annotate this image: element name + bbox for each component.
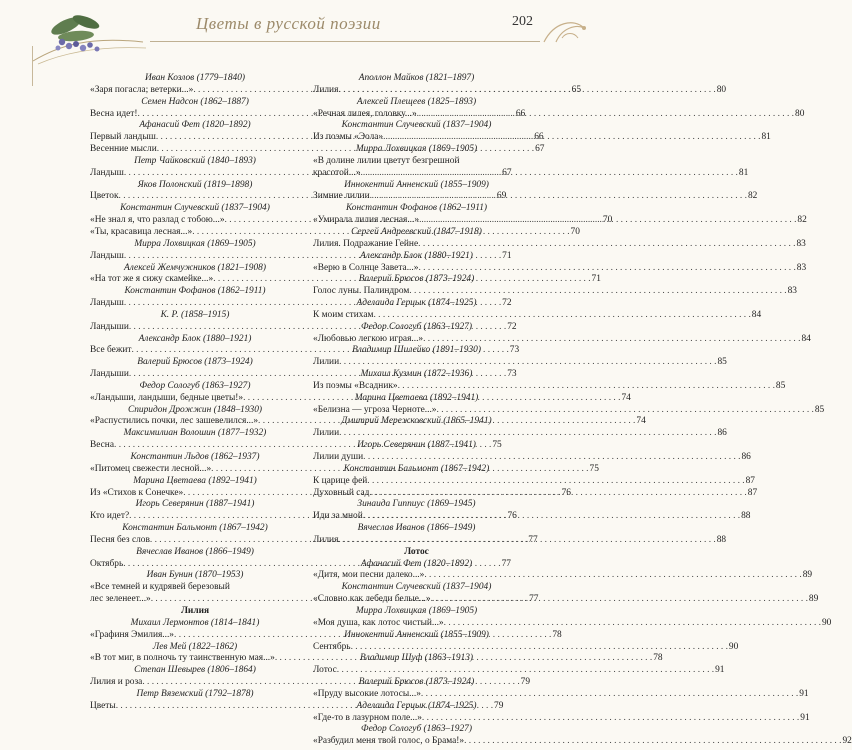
page-ref: 71 [591, 274, 601, 285]
poem-title: Иди за мной [313, 511, 363, 522]
poem-title: Первый ландыш [90, 132, 156, 143]
page-ref: 76 [561, 487, 571, 498]
poet-heading: Спиридон Дрожжин (1848–1930) [127, 404, 263, 415]
toc-entry [313, 404, 825, 417]
page-ref: 90 [821, 617, 832, 628]
poem-title: «Пруду высокие лотосы...» [313, 688, 421, 699]
poet-heading: Афанасий Фет (1820–1892) [139, 120, 251, 131]
poem-title: К моим стихам [313, 309, 374, 320]
poem-title: «Питомец свежести лесной...» [90, 463, 212, 474]
poet-heading: Марина Цветаева (1892–1941) [133, 475, 257, 486]
page-ref: 66 [515, 108, 526, 119]
poet-heading: Александр Блок (1880–1921) [360, 250, 473, 261]
page-ref: 85 [814, 404, 825, 415]
poem-title: Все бежит [90, 345, 132, 356]
page-ref: 73 [509, 345, 520, 356]
dot-leader [409, 286, 786, 298]
poem-title: «Моя душа, как лотос чистый...» [313, 617, 444, 628]
dot-leader [351, 642, 728, 654]
corner-flourish-ornament [540, 10, 590, 60]
poet-heading: Михаил Лермонтов (1814–1841) [130, 617, 260, 628]
poem-title: Весна идет! [90, 108, 138, 119]
page-ref: 72 [502, 298, 512, 309]
page-ref: 77 [501, 558, 511, 569]
page-ref: 87 [747, 487, 758, 498]
poet-heading: Алексей Плещеев (1825–1893) [356, 96, 477, 107]
poem-title-line: «Все темней и кудрявей березовый [90, 582, 230, 593]
poet-heading: Константин Фофанов (1862–1911) [345, 203, 488, 214]
toc-entry [313, 736, 852, 748]
toc-entry [313, 333, 811, 346]
page-ref: 70 [570, 226, 580, 237]
dot-leader [338, 535, 715, 547]
page-ref: 79 [520, 677, 531, 688]
poem-title: Из поэмы «Эола» [313, 132, 384, 143]
dot-leader [464, 736, 841, 748]
poem-title: «Белизна — угроза Черноте...» [313, 404, 437, 415]
poet-heading: Мирра Лохвицкая (1869–1905) [355, 605, 478, 616]
page-ref: 91 [799, 688, 809, 699]
section-heading: Лилия [180, 605, 210, 616]
dot-leader [422, 713, 799, 725]
toc-entry [313, 309, 762, 322]
poem-title: «Речная лилея, головку...» [313, 108, 417, 119]
dot-leader [421, 689, 798, 701]
toc-entry [313, 617, 832, 630]
poem-title: Весна [90, 440, 114, 451]
page-ref: 86 [717, 428, 727, 439]
toc-entry [313, 286, 797, 298]
dot-leader [339, 357, 716, 369]
poem-title: Кто идет? [90, 511, 130, 522]
poem-title: Октябрь [90, 558, 124, 569]
dot-leader [373, 310, 750, 322]
lily-of-the-valley-ornament [28, 6, 148, 66]
section-heading: Лотос [404, 546, 429, 557]
poet-heading: Афанасий Фет (1820–1892) [360, 558, 473, 569]
dot-leader [444, 618, 821, 630]
poem-title: Песня без слов [90, 534, 150, 545]
page-ref: 77 [528, 534, 538, 545]
poet-heading: Аделаида Герцык (1874–1925) [356, 298, 477, 309]
poet-heading: Игорь Северянин (1887–1941) [135, 499, 255, 510]
toc-entry [313, 238, 806, 251]
poem-title: Ландыш [90, 298, 124, 309]
poem-title: Лилия [313, 534, 339, 545]
page-ref: 92 [842, 736, 852, 747]
poet-heading: Иннокентий Анненский (1855–1909) [344, 179, 489, 190]
page-ref: 83 [796, 238, 806, 249]
page-ref: 82 [797, 215, 807, 226]
page-ref: 87 [745, 475, 755, 486]
dot-leader [337, 665, 714, 677]
poem-title: Лотос [313, 665, 337, 676]
poem-title: «Не знал я, что разлад с тобою...» [90, 215, 225, 226]
poem-title: «Графиня Эмилия...» [90, 629, 174, 640]
page-ref: 65 [571, 84, 582, 95]
page-ref: 69 [496, 191, 507, 202]
poem-title: Лилии [313, 357, 340, 368]
poem-title: Ландыш [90, 250, 124, 261]
dot-leader [369, 488, 746, 500]
page-ref: 75 [492, 440, 502, 451]
poem-title: Цветы [90, 700, 116, 711]
poem-title: Лилии души [313, 452, 364, 462]
poet-heading: Аделаида Герцык (1874–1925) [356, 700, 477, 711]
dot-leader [338, 85, 715, 97]
toc-entry [313, 191, 758, 203]
dot-leader [419, 215, 796, 227]
page-number: 202 [512, 14, 533, 29]
dot-leader [370, 191, 747, 203]
poet-heading: Яков Полонский (1819–1898) [137, 179, 253, 190]
poem-title: Голос луны. Палиндром [313, 286, 410, 297]
page-ref: 91 [715, 665, 725, 676]
poem-title: Из «Стихов к Сонечке» [90, 487, 184, 498]
page-ref: 83 [796, 262, 807, 273]
poem-title-line: «В долине лилии цветут безгрешной [313, 155, 460, 166]
toc-entry [313, 570, 813, 582]
dot-leader [383, 132, 760, 144]
page-ref: 75 [589, 463, 599, 474]
page-ref: 81 [738, 167, 749, 178]
page-ref: 76 [507, 511, 517, 522]
poem-title: «Где-то в лазурном поле...» [313, 712, 422, 723]
poem-title: Духовный сад [313, 487, 370, 498]
page-ref: 74 [636, 416, 646, 427]
dot-leader [437, 405, 814, 417]
toc-entry [313, 511, 751, 523]
page-ref: 84 [801, 333, 811, 344]
toc-entry [313, 688, 809, 701]
dot-leader [363, 452, 740, 464]
toc-entry [313, 712, 810, 725]
poem-title: К царице фей [313, 475, 368, 486]
poet-heading: Константин Бальмонт (1867–1942) [343, 463, 490, 474]
running-title: Цветы в русской поэзии [196, 14, 381, 33]
toc-entry [313, 452, 751, 464]
poet-heading: Вячеслав Иванов (1866–1949) [136, 546, 254, 557]
poet-heading: Константин Бальмонт (1867–1942) [122, 523, 268, 534]
poet-heading: К. Р. (1858–1915) [160, 309, 230, 320]
poet-heading: Александр Блок (1880–1921) [138, 333, 252, 344]
toc-entry [313, 475, 755, 488]
page-ref: 80 [716, 84, 727, 95]
poet-heading: Мирра Лохвицкая (1869–1905) [134, 238, 256, 249]
page-ref: 86 [741, 452, 751, 462]
poem-title: Лилия [313, 84, 339, 95]
page-ref: 89 [808, 594, 819, 605]
page-ref: 80 [795, 108, 805, 119]
page-header [0, 0, 600, 70]
poet-heading: Валерий Брюсов (1873–1924) [358, 677, 475, 688]
dot-leader [361, 168, 738, 180]
poet-heading: Константин Случевский (1837–1904) [341, 582, 492, 593]
poem-title: Лилии [313, 428, 340, 439]
poet-heading: Константин Фофанов (1862–1911) [124, 286, 266, 297]
poem-title: Из поэмы «Всадник» [313, 380, 398, 391]
poet-heading: Дмитрий Мережковский (1865–1941) [341, 416, 492, 427]
poem-title: «Умирала лилия лесная...» [313, 215, 420, 226]
dot-leader [423, 334, 800, 346]
page-ref: 83 [787, 286, 797, 297]
frame-line [32, 46, 33, 86]
poet-heading: Федор Сологуб (1863–1927) [361, 321, 472, 332]
poem-title: Лилия. Подражание Гейне [313, 238, 419, 249]
poet-heading: Иннокентий Анненский (1855–1909) [344, 629, 489, 640]
dot-leader [418, 263, 795, 275]
toc-entry [313, 428, 727, 440]
page-ref: 67 [535, 144, 545, 155]
dot-leader [398, 381, 775, 393]
toc-entry [313, 262, 807, 275]
poem-title: Зимние лилии [313, 191, 370, 202]
poem-title: «Ландыши, ландыши, бедные цветы!» [90, 392, 244, 403]
poet-heading: Константин Случевский (1837–1904) [120, 203, 270, 214]
toc-entry [313, 357, 727, 369]
poem-title: «На тот же я сижу скамейке...» [90, 274, 214, 285]
toc-entry [313, 641, 739, 654]
page-ref: 77 [529, 594, 539, 605]
page-ref: 72 [507, 321, 517, 332]
poem-title: Весенние мысли [90, 144, 157, 155]
poem-title: «Любовью легкою играя...» [313, 333, 424, 344]
poem-title: Лилия и роза [90, 677, 143, 688]
poet-heading: Валерий Брюсов (1873–1924) [137, 357, 253, 368]
page-ref: 78 [653, 653, 663, 664]
dot-leader [339, 428, 716, 440]
poet-heading: Владимир Шуф (1863–1913) [359, 653, 474, 664]
dot-leader [367, 476, 744, 488]
page-ref: 79 [494, 700, 504, 711]
poem-title: «В тот миг, в полночь ту таинственную мая...» [90, 653, 275, 664]
page-ref: 70 [602, 215, 613, 226]
poem-title: «Верю в Солнце Завета...» [313, 262, 419, 273]
poet-heading: Валерий Брюсов (1873–1924) [358, 274, 475, 285]
page-ref: 88 [716, 534, 727, 545]
toc-entry [313, 167, 749, 180]
poet-heading: Петр Вяземский (1792–1878) [136, 688, 254, 699]
poet-heading: Федор Сологуб (1863–1927) [361, 724, 472, 735]
page-ref: 90 [728, 641, 739, 652]
poem-title: «Ты, красавица лесная...» [90, 226, 193, 237]
header-rule [150, 41, 540, 42]
dot-leader [424, 570, 801, 582]
poem-title: Сентябрь [313, 641, 351, 652]
poem-title: Ландыш [90, 167, 124, 178]
poet-heading: Лев Мей (1822–1862) [152, 641, 238, 652]
poem-title: «Распустились почки, лес зашевелился...» [90, 416, 259, 427]
poem-title: лес зеленеет...» [90, 594, 151, 605]
page-ref: 88 [741, 511, 751, 522]
poet-heading: Константин Случевский (1837–1904) [341, 120, 492, 131]
poet-heading: Степан Шевырев (1806–1864) [134, 665, 256, 676]
page-ref: 73 [507, 369, 517, 380]
poet-heading: Игорь Северянин (1887–1941) [357, 440, 476, 451]
poem-title: Цветок [90, 191, 119, 202]
poem-title: Ландыши [90, 321, 129, 332]
page-ref: 91 [800, 712, 810, 723]
toc-entry [313, 380, 786, 393]
page-ref: 82 [747, 191, 758, 202]
poet-heading: Аполлон Майков (1821–1897) [358, 73, 475, 83]
page-ref: 74 [621, 392, 631, 403]
page-ref: 85 [717, 357, 727, 368]
dot-leader [417, 109, 794, 121]
poem-title: Ландыши [90, 369, 129, 380]
page-ref: 81 [761, 132, 771, 143]
page-ref: 89 [802, 570, 813, 581]
page-ref: 71 [502, 250, 512, 261]
dot-leader [431, 594, 808, 606]
poet-heading: Зинаида Гиппиус (1869–1945) [357, 499, 476, 510]
poem-title: «Дитя, мои песни далеко...» [313, 570, 425, 581]
poet-heading: Вячеслав Иванов (1866–1949) [357, 523, 476, 534]
poem-title: «Разбудил меня твой голос, о Брама!» [313, 736, 465, 747]
page-ref: 67 [502, 167, 512, 178]
dot-leader [418, 239, 795, 251]
poet-heading: Михаил Кузмин (1872–1936) [360, 369, 473, 380]
poet-heading: Мирра Лохвицкая (1869–1905) [355, 144, 478, 155]
poet-heading: Петр Чайковский (1840–1893) [134, 155, 256, 166]
poet-heading: Алексей Жемчужников (1821–1908) [124, 262, 266, 273]
poet-heading: Константин Льдов (1862–1937) [130, 452, 260, 462]
page-ref: 78 [552, 629, 562, 640]
poet-heading: Федор Сологуб (1863–1927) [139, 380, 251, 391]
poem-title: красотой...» [313, 167, 361, 178]
poet-heading: Сергей Андреевский (1847–1918) [351, 226, 482, 237]
page-ref: 85 [775, 380, 786, 391]
dot-leader [363, 511, 740, 523]
poet-heading: Максимилиан Волошин (1877–1932) [123, 428, 267, 439]
toc-entry [313, 665, 725, 677]
poem-title: «Словно как лебеди белые...» [313, 594, 431, 605]
poet-heading: Иван Козлов (1779–1840) [144, 73, 246, 83]
poet-heading: Владимир Шилейко (1891–1930) [352, 345, 481, 356]
poet-heading: Семен Надсон (1862–1887) [141, 96, 249, 107]
page-ref: 84 [751, 309, 762, 320]
page-ref: 66 [534, 132, 544, 143]
poem-title: «Заря погасла; ветерки...» [90, 84, 194, 95]
poet-heading: Марина Цветаева (1892–1941) [354, 392, 479, 403]
poet-heading: Иван Бунин (1870–1953) [146, 570, 244, 581]
